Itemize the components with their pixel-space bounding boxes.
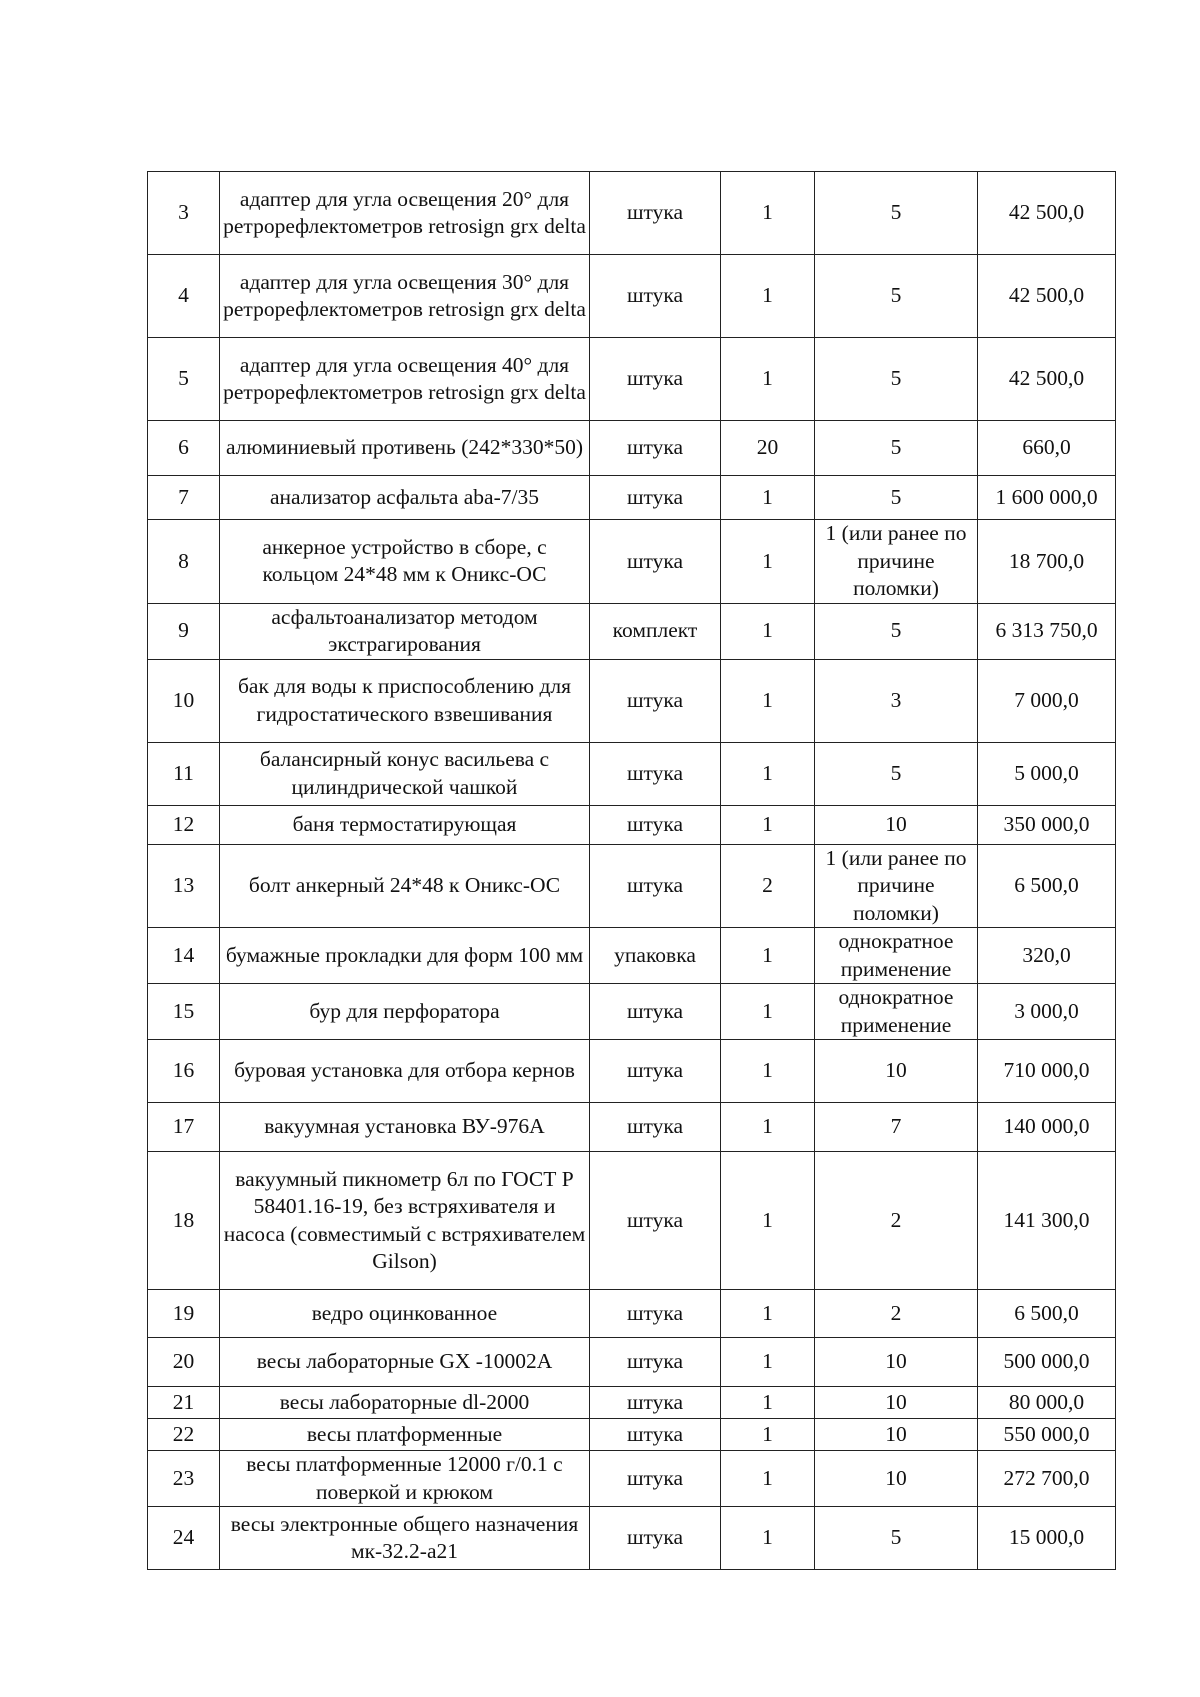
item-quantity: 20 [721,421,815,476]
item-service-life: 5 [815,476,978,520]
item-service-life: 10 [815,805,978,844]
item-price: 350 000,0 [978,805,1116,844]
row-number: 19 [148,1290,220,1338]
row-number: 14 [148,928,220,984]
table-row [148,1387,1116,1419]
item-price: 6 500,0 [978,844,1116,928]
item-name: вакуумная установка ВУ-976А [220,1103,590,1152]
item-name: балансирный конус васильева с цилиндрической чашкой [220,742,590,805]
item-price: 42 500,0 [978,255,1116,338]
item-price: 6 313 750,0 [978,603,1116,659]
row-number: 21 [148,1387,220,1419]
row-number: 6 [148,421,220,476]
table-row [148,1507,1116,1570]
item-name: бумажные прокладки для форм 100 мм [220,928,590,984]
item-quantity: 1 [721,520,815,604]
row-number: 18 [148,1152,220,1290]
item-price: 710 000,0 [978,1040,1116,1103]
table-row [148,1290,1116,1338]
row-number: 9 [148,603,220,659]
row-number: 7 [148,476,220,520]
item-name: баня термостатирующая [220,805,590,844]
item-service-life: 10 [815,1387,978,1419]
row-number: 22 [148,1419,220,1451]
table-row [148,172,1116,255]
item-service-life: 10 [815,1338,978,1387]
item-service-life: 10 [815,1419,978,1451]
item-price: 550 000,0 [978,1419,1116,1451]
row-number: 10 [148,659,220,742]
item-quantity: 1 [721,742,815,805]
item-service-life: 10 [815,1040,978,1103]
item-unit: штука [590,421,721,476]
item-service-life: однократное применение [815,928,978,984]
item-name: весы электронные общего назначения мк-32.2-а21 [220,1507,590,1570]
table-row [148,1338,1116,1387]
item-service-life: 10 [815,1451,978,1507]
item-unit: штука [590,1290,721,1338]
item-service-life: 1 (или ранее по причине поломки) [815,844,978,928]
item-quantity: 1 [721,255,815,338]
item-price: 1 600 000,0 [978,476,1116,520]
row-number: 23 [148,1451,220,1507]
item-quantity: 1 [721,1290,815,1338]
row-number: 11 [148,742,220,805]
item-price: 3 000,0 [978,984,1116,1040]
table-row [148,476,1116,520]
row-number: 15 [148,984,220,1040]
row-number: 20 [148,1338,220,1387]
item-price: 141 300,0 [978,1152,1116,1290]
item-name: весы платформенные 12000 г/0.1 с поверкой и крюком [220,1451,590,1507]
item-unit: штука [590,805,721,844]
item-quantity: 1 [721,1152,815,1290]
item-quantity: 1 [721,659,815,742]
item-price: 18 700,0 [978,520,1116,604]
item-service-life: 2 [815,1152,978,1290]
item-name: весы лабораторные GX -10002A [220,1338,590,1387]
item-name: болт анкерный 24*48 к Оникс-ОС [220,844,590,928]
item-unit: штука [590,172,721,255]
row-number: 16 [148,1040,220,1103]
item-service-life: 5 [815,421,978,476]
item-unit: штука [590,1152,721,1290]
item-quantity: 2 [721,844,815,928]
item-quantity: 1 [721,928,815,984]
item-name: вакуумный пикнометр 6л по ГОСТ Р 58401.16-19, без встряхивателя и насоса (совместимый с встряхивателем Gilson) [220,1152,590,1290]
table-row [148,928,1116,984]
item-quantity: 1 [721,1419,815,1451]
item-service-life: 7 [815,1103,978,1152]
item-quantity: 1 [721,1338,815,1387]
item-name: анализатор асфальта aba-7/35 [220,476,590,520]
row-number: 4 [148,255,220,338]
table-row [148,805,1116,844]
item-price: 272 700,0 [978,1451,1116,1507]
table-row [148,603,1116,659]
row-number: 3 [148,172,220,255]
table-row [148,742,1116,805]
equipment-table [147,171,1116,1570]
item-name: ведро оцинкованное [220,1290,590,1338]
item-price: 42 500,0 [978,338,1116,421]
item-unit: штука [590,1338,721,1387]
item-service-life: 5 [815,255,978,338]
item-quantity: 1 [721,1451,815,1507]
item-name: весы лабораторные dl-2000 [220,1387,590,1419]
item-service-life: 5 [815,172,978,255]
item-price: 42 500,0 [978,172,1116,255]
item-name: анкерное устройство в сборе, с кольцом 24*48 мм к Оникс-ОС [220,520,590,604]
table-row [148,338,1116,421]
item-quantity: 1 [721,338,815,421]
row-number: 8 [148,520,220,604]
item-name: буровая установка для отбора кернов [220,1040,590,1103]
item-unit: штука [590,742,721,805]
item-price: 80 000,0 [978,1387,1116,1419]
item-quantity: 1 [721,1507,815,1570]
item-unit: штука [590,1103,721,1152]
item-unit: штука [590,255,721,338]
item-unit: штука [590,1040,721,1103]
item-quantity: 1 [721,476,815,520]
table-row [148,1451,1116,1507]
item-name: адаптер для угла освещения 40° для ретрорефлектометров retrosign grx delta [220,338,590,421]
item-service-life: 2 [815,1290,978,1338]
item-price: 7 000,0 [978,659,1116,742]
item-name: бак для воды к приспособлению для гидростатического взвешивания [220,659,590,742]
item-price: 5 000,0 [978,742,1116,805]
item-service-life: 5 [815,742,978,805]
table-row [148,844,1116,928]
item-service-life: 5 [815,603,978,659]
table-row [148,1040,1116,1103]
item-name: асфальтоанализатор методом экстрагирования [220,603,590,659]
item-service-life: 5 [815,338,978,421]
item-name: адаптер для угла освещения 30° для ретрорефлектометров retrosign grx delta [220,255,590,338]
item-unit: штука [590,1387,721,1419]
table-row [148,520,1116,604]
item-name: весы платформенные [220,1419,590,1451]
table-body [148,172,1116,1570]
row-number: 12 [148,805,220,844]
item-unit: штука [590,1419,721,1451]
item-name: бур для перфоратора [220,984,590,1040]
item-service-life: 1 (или ранее по причине поломки) [815,520,978,604]
item-quantity: 1 [721,603,815,659]
item-name: адаптер для угла освещения 20° для ретрорефлектометров retrosign grx delta [220,172,590,255]
item-price: 500 000,0 [978,1338,1116,1387]
table-row [148,659,1116,742]
table-row [148,421,1116,476]
item-unit: штука [590,1451,721,1507]
item-service-life: 5 [815,1507,978,1570]
item-price: 140 000,0 [978,1103,1116,1152]
item-unit: штука [590,1507,721,1570]
item-unit: штука [590,476,721,520]
item-quantity: 1 [721,172,815,255]
item-quantity: 1 [721,1387,815,1419]
table-row [148,255,1116,338]
item-quantity: 1 [721,1103,815,1152]
item-unit: упаковка [590,928,721,984]
item-unit: штука [590,520,721,604]
item-unit: штука [590,984,721,1040]
item-price: 320,0 [978,928,1116,984]
item-unit: штука [590,659,721,742]
row-number: 5 [148,338,220,421]
row-number: 13 [148,844,220,928]
table-row [148,984,1116,1040]
item-quantity: 1 [721,984,815,1040]
row-number: 17 [148,1103,220,1152]
item-unit: комплект [590,603,721,659]
item-unit: штука [590,338,721,421]
table-row [148,1152,1116,1290]
table-row [148,1103,1116,1152]
table-row [148,1419,1116,1451]
item-name: алюминиевый противень (242*330*50) [220,421,590,476]
item-service-life: 3 [815,659,978,742]
item-quantity: 1 [721,805,815,844]
item-service-life: однократное применение [815,984,978,1040]
row-number: 24 [148,1507,220,1570]
item-unit: штука [590,844,721,928]
item-price: 6 500,0 [978,1290,1116,1338]
item-quantity: 1 [721,1040,815,1103]
item-price: 660,0 [978,421,1116,476]
item-price: 15 000,0 [978,1507,1116,1570]
